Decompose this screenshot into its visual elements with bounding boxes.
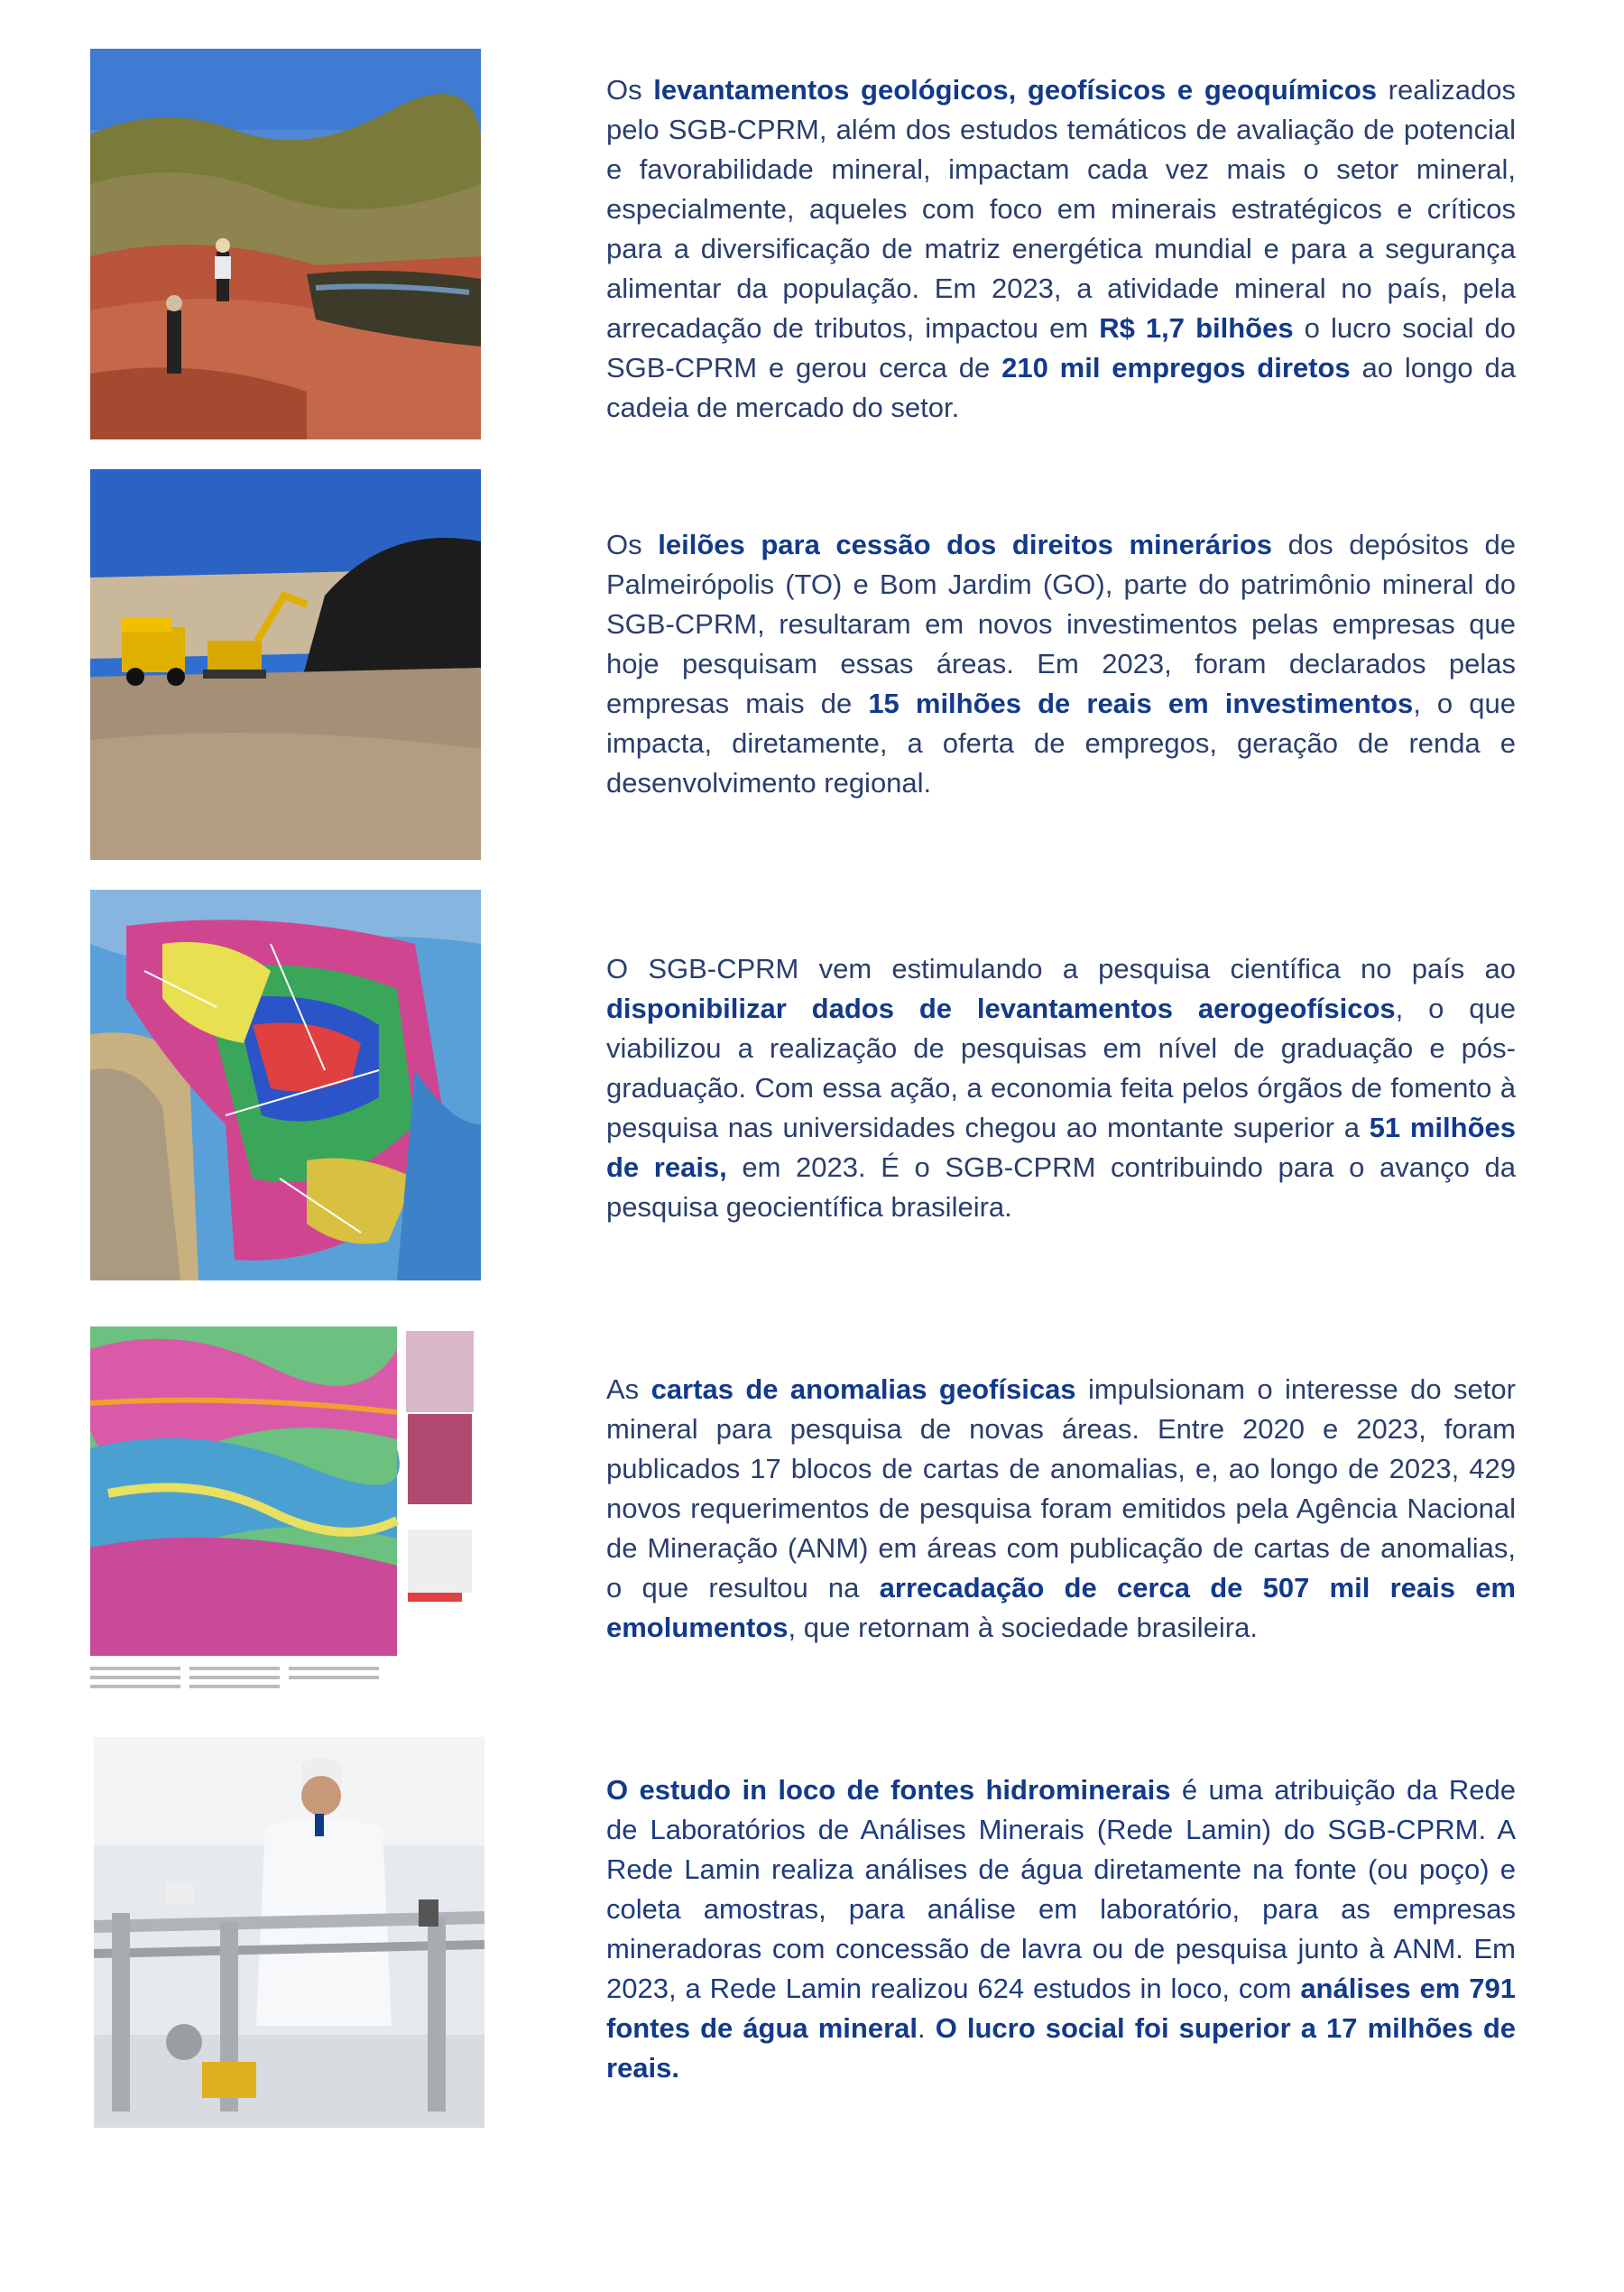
- text-run: Os: [606, 74, 654, 106]
- text-run: , o que impacta, diretamente, a oferta de empregos, geração de renda e desenvolvimento regional.: [606, 688, 1516, 799]
- highlight-text: 51 milhões de reais,: [606, 1112, 1516, 1183]
- highlight-text: R$ 1,7 bilhões: [1099, 312, 1294, 344]
- lab-technician-photo: [94, 1737, 484, 2128]
- text-run: impulsionam o interesse do setor mineral para pesquisa de novas áreas. Entre 2020 e 2023, foram publicados 17 blocos de cartas de anomalias, e, ao longo de 2023, 429 novos requerimentos de pesquisa foram emitidos pela Agência Nacional de Mineração (ANM) em áreas com publicação de cartas de anomalias, o que resultou na: [606, 1373, 1516, 1603]
- highlight-text: O estudo in loco de fontes hidrominerais: [606, 1774, 1171, 1806]
- paragraph-geological-surveys: [606, 70, 1516, 428]
- geologists-riverbed-photo: [90, 49, 481, 439]
- text-run: é uma atribuição da Rede de Laboratórios de Análises Minerais (Rede Lamin) do SGB-CPRM. A Rede Lamin realiza análises de água diretamente na fonte (ou poço) e coleta amostras, para análise em laboratório, para as empresas mineradoras com concessão de lavra ou de pesquisa junto à ANM. Em 2023, a Rede Lamin realizou 624 estudos in loco, com: [606, 1774, 1516, 2004]
- anomaly-chart-sheet-image: [90, 1313, 481, 1710]
- highlight-text: 210 mil empregos diretos: [1001, 352, 1351, 384]
- text-run: dos depósitos de Palmeirópolis (TO) e Bom Jardim (GO), parte do patrimônio mineral do SGB-CPRM, resultaram em novos investimentos pelas empresas que hoje pesquisam essas áreas. Em 2023, foram declarados pelas empresas mais de: [606, 529, 1516, 719]
- text-run: , que retornam à sociedade brasileira.: [788, 1612, 1258, 1643]
- highlight-text: cartas de anomalias geofísicas: [651, 1373, 1076, 1405]
- paragraph-hydromineral-sources: [606, 1770, 1516, 2088]
- text-run: realizados pelo SGB-CPRM, além dos estudos temáticos de avaliação de potencial e favorabilidade mineral, impactam cada vez mais o setor mineral, especialmente, aqueles com foco em minerais estratégicos e críticos para a diversificação de matriz energética mundial e para a segurança alimentar da população. Em 2023, a atividade mineral no país, pela arrecadação de tributos, impactou em: [606, 74, 1516, 344]
- text-run: , o que viabilizou a realização de pesquisas em nível de graduação e pós-graduação. Com essa ação, a economia feita pelos órgãos de fomento à pesquisa nas universidades chegou ao montante superior a: [606, 993, 1516, 1143]
- paragraph-geophysical-anomaly-charts: [606, 1370, 1516, 1648]
- text-run: O SGB-CPRM vem estimulando a pesquisa científica no país ao: [606, 953, 1516, 984]
- text-run: Os: [606, 529, 659, 560]
- highlight-text: arrecadação de cerca de 507 mil reais em emolumentos: [606, 1572, 1516, 1643]
- highlight-text: disponibilizar dados de levantamentos aerogeofísicos: [606, 993, 1396, 1024]
- mining-site-photo: [90, 469, 481, 860]
- aerogeophysical-map-image: [90, 890, 481, 1280]
- highlight-text: 15 milhões de reais em investimentos: [868, 688, 1414, 719]
- text-run: ao longo da cadeia de mercado do setor.: [606, 352, 1516, 423]
- highlight-text: análises em 791 fontes de água mineral: [606, 1973, 1516, 2044]
- paragraph-mineral-rights-auctions: [606, 525, 1516, 803]
- text-run: o lucro social do SGB-CPRM e gerou cerca de: [606, 312, 1516, 384]
- text-run: .: [918, 2012, 936, 2044]
- highlight-text: leilões para cessão dos direitos minerários: [658, 529, 1272, 560]
- paragraph-aerogeophysical-data: [606, 949, 1516, 1227]
- highlight-text: levantamentos geológicos, geofísicos e geoquímicos: [653, 74, 1378, 106]
- text-run: As: [606, 1373, 651, 1405]
- text-run: em 2023. É o SGB-CPRM contribuindo para o avanço da pesquisa geocientífica brasileira.: [606, 1151, 1517, 1223]
- highlight-text: O lucro social foi superior a 17 milhões de reais.: [606, 2012, 1516, 2084]
